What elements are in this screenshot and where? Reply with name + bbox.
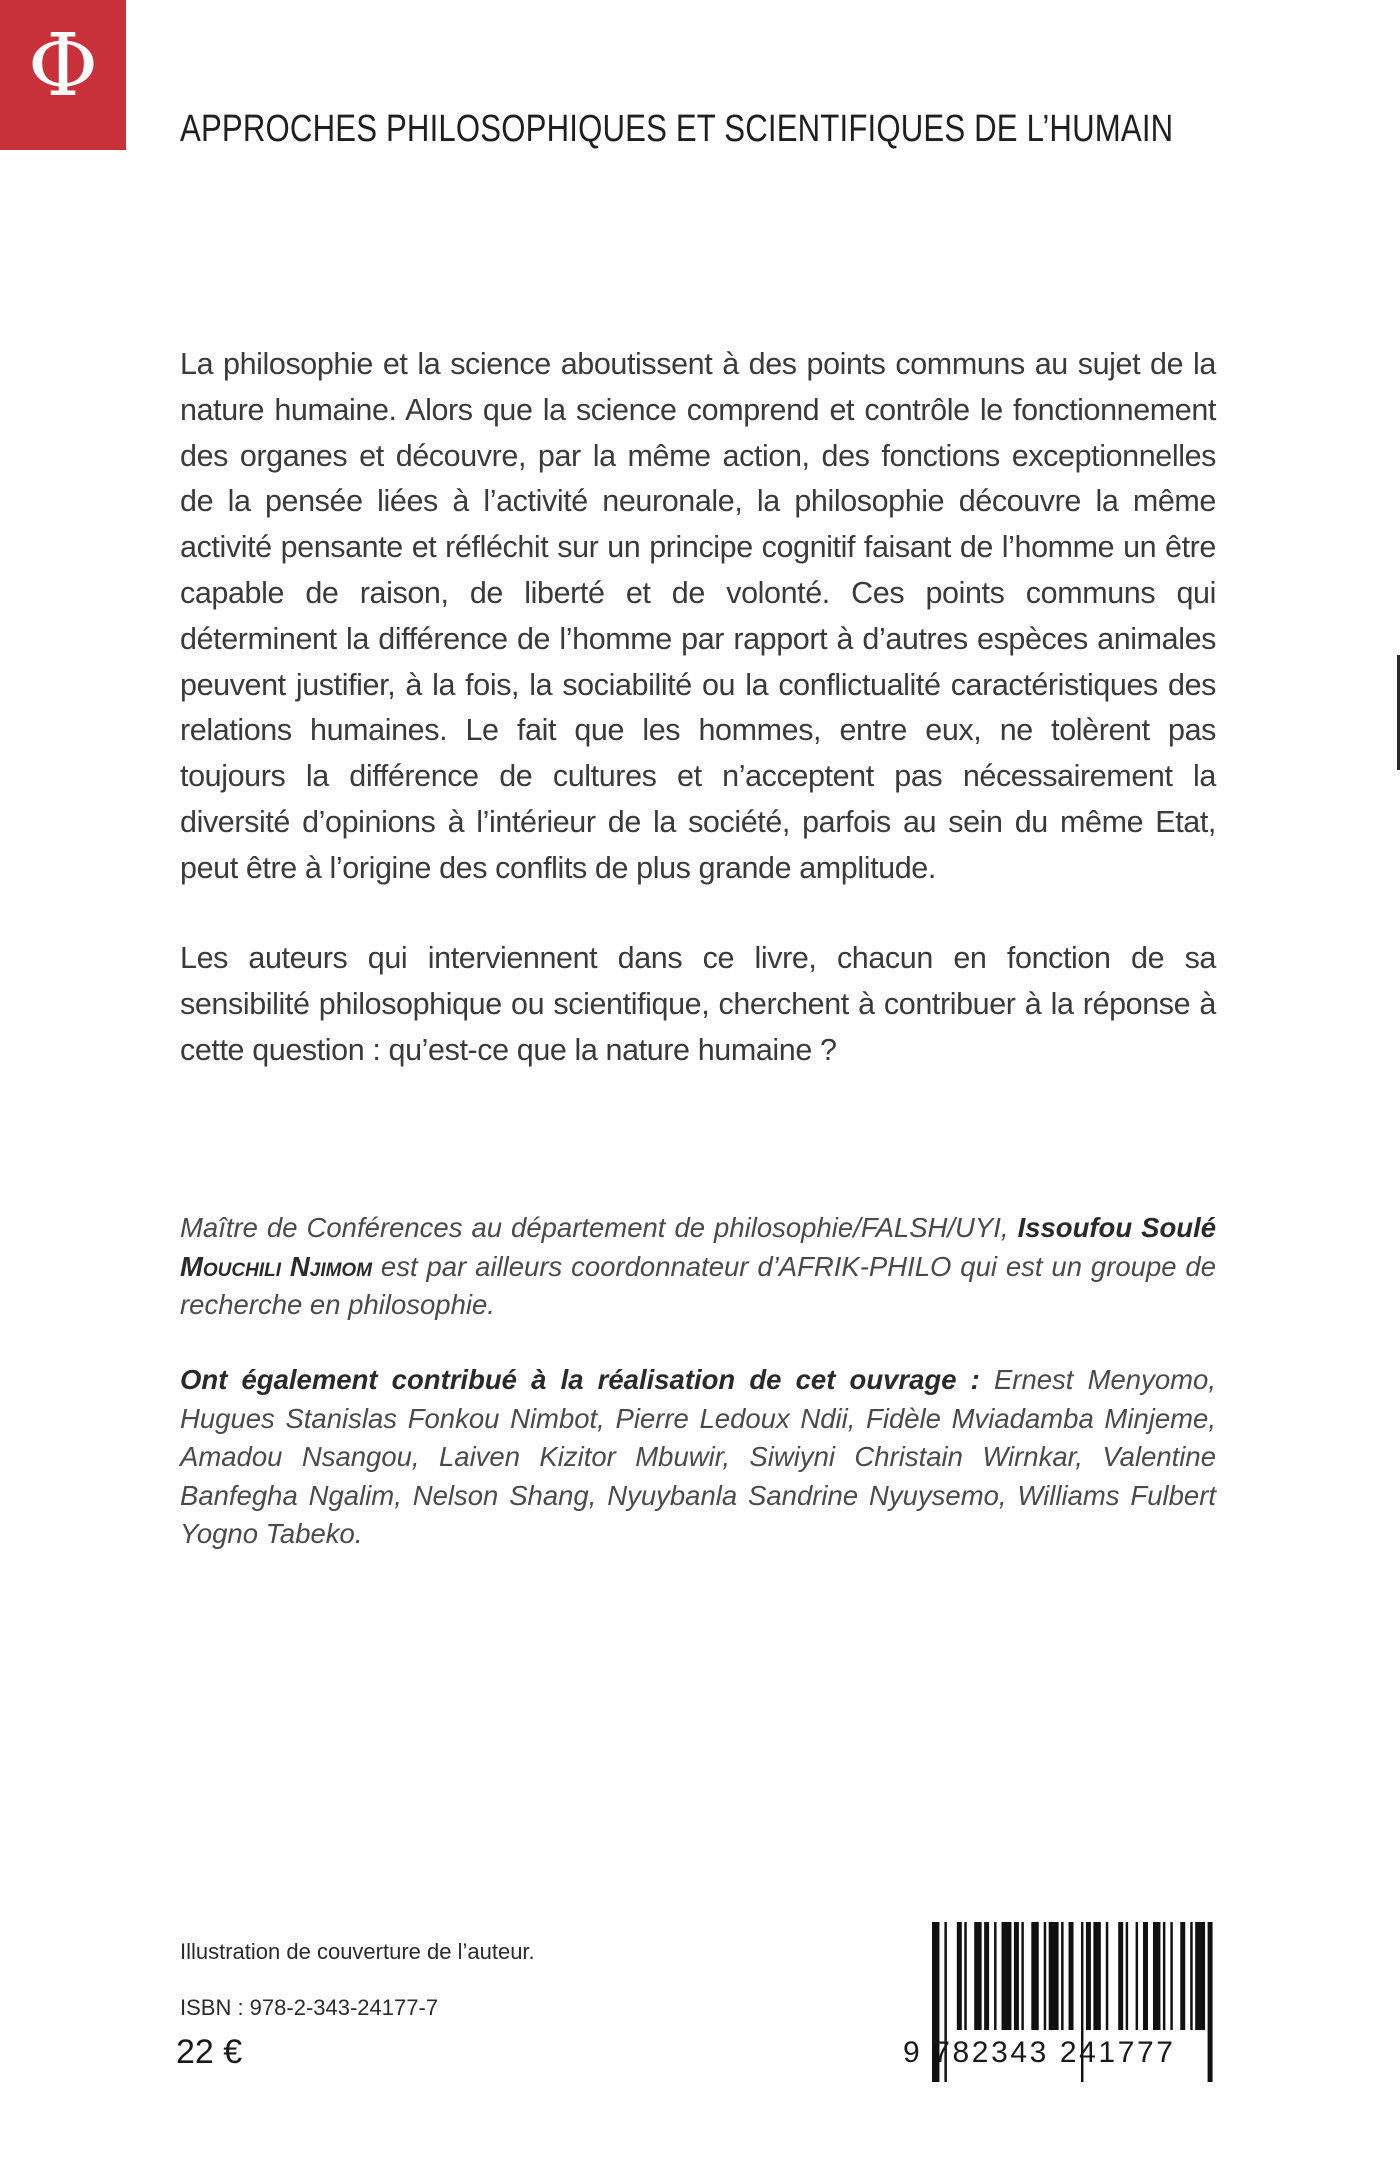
phi-icon: Φ: [27, 16, 99, 116]
barcode-bar: [1069, 1922, 1074, 2030]
barcode-bar: [1021, 1922, 1023, 2030]
barcode-bar: [957, 1922, 962, 2030]
isbn: ISBN : 978-2-343-24177-7: [180, 1995, 439, 2020]
author-surname: Mouchili Njimom: [180, 1250, 373, 1282]
barcode-bar: [1086, 1922, 1091, 2030]
price: 22 €: [176, 2033, 243, 2071]
barcode-bar: [1002, 1922, 1012, 2030]
barcode-bar: [1049, 1922, 1059, 2030]
barcode-bar: [1143, 1922, 1148, 2030]
barcode-bar: [1106, 1922, 1108, 2030]
barcode-bar: [984, 1922, 989, 2030]
barcode-bar: [1170, 1922, 1172, 2030]
barcode-number: 9 782343 241777: [903, 2036, 1176, 2069]
barcode-bar: [1126, 1922, 1128, 2030]
barcode-bar: [1014, 1922, 1019, 2030]
barcode-bar: [994, 1922, 996, 2030]
contributors: [180, 1361, 1216, 1554]
contributors-label: Ont également contribué à la réalisation de cet ouvrage :: [180, 1364, 980, 1395]
barcode-bar: [1153, 1922, 1160, 2030]
contributors-names: Ernest Menyomo, Hugues Stanislas Fonkou Nimbot, Pierre Ledoux Ndii, Fidèle Mviadamba Minjeme, Amadou Nsangou, Laiven Kizitor Mbuwir, Siwiyni Christain Wirnkar, Valentine Banfegha Ngalim, Nelson Shang, Nyuybanla Sandrine Nyuysemo, Williams Fulbert Yogno Tabeko.: [180, 1364, 1216, 1549]
barcode-bar: [1118, 1922, 1123, 2030]
summary-paragraph-2: Les auteurs qui interviennent dans ce livre, chacun en fonction de sa sensibilité philosophique ou scientifique, cherchent à contribuer à la réponse à cette question : qu’est-ce que la nature humaine ?: [180, 941, 1216, 1067]
barcode-bar: [1163, 1922, 1165, 2030]
barcode-bar: [964, 1922, 966, 2030]
publisher-logo: [0, 0, 126, 150]
barcode-bar: [1031, 1922, 1038, 2030]
author-bio: [180, 1209, 1216, 1325]
author-bio-suffix: est par ailleurs coordonnateur d’AFRIK-PHILO qui est un groupe de recherche en philosophie.: [180, 1250, 1216, 1320]
barcode-bar: [1195, 1922, 1205, 2030]
barcode-bar: [1061, 1922, 1063, 2030]
barcode-bar: [1136, 1922, 1138, 2030]
summary-paragraph-1: La philosophie et la science aboutissent à des points communs au sujet de la nature humaine. Alors que la science comprend et contrôle le fonctionnement des organes et découvre, par la même action, des fonctions exceptionnelles de la pensée liées à l’activité neuronale, la philosophie découvre la même activité pensante et réfléchit sur un principe cognitif faisant de l’homme un être capable de raison, de liberté et de volonté. Ces points communs qui déterminent la différence de l’homme par rapport à d’autres espèces animales peuvent justifier, à la fois, la sociabilité ou la conflictualité caractéristiques des relations humaines. Le fait que les hommes, entre eux, ne tolèrent pas toujours la différence de cultures et n’acceptent pas nécessairement la diversité d’opinions à l’intérieur de la société, parfois au sein du même Etat, peut être à l’origine des conflits de plus grande amplitude.: [180, 347, 1216, 885]
illustration-credit: Illustration de couverture de l’auteur.: [180, 1939, 535, 1964]
author-first-names: Issoufou Soulé: [1017, 1212, 1217, 1243]
barcode-bar: [1044, 1922, 1046, 2030]
barcode-bar: [974, 1922, 981, 2030]
barcode-bar: [1190, 1922, 1192, 2030]
series-title: APPROCHES PHILOSOPHIQUES ET SCIENTIFIQUES DE L’HUMAIN: [180, 108, 1174, 150]
barcode-bar: [1093, 1922, 1100, 2030]
barcode-bar: [1180, 1922, 1185, 2030]
author-bio-prefix: Maître de Conférences au département de philosophie/FALSH/UYI,: [180, 1212, 1009, 1243]
